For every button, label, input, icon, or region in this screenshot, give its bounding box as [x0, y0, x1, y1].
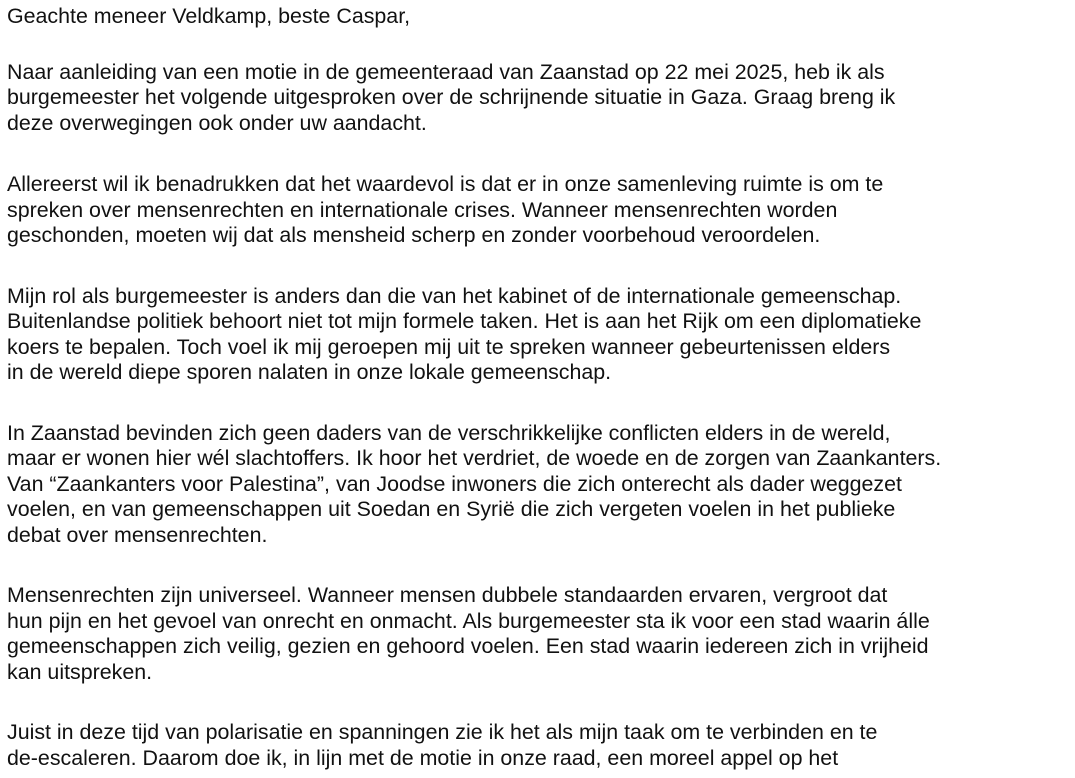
paragraph-line: de-escaleren. Daarom doe ik, in lijn met de motie in onze raad, een moreel appel op het: [7, 746, 839, 770]
paragraph-line: Buitenlandse politiek behoort niet tot mijn formele taken. Het is aan het Rijk om een diplomatieke: [7, 309, 922, 333]
paragraph-line: gemeenschappen zich veilig, gezien en gehoord voelen. Een stad waarin iedereen zich in vrijheid: [7, 634, 929, 658]
paragraph-line: spreken over mensenrechten en internationale crises. Wanneer mensenrechten worden: [7, 198, 838, 222]
paragraph-line: koers te bepalen. Toch voel ik mij geroepen mij uit te spreken wanneer gebeurtenissen elders: [7, 335, 891, 359]
paragraph-line: deze overwegingen ook onder uw aandacht.: [7, 111, 427, 135]
paragraph-line: Allereerst wil ik benadrukken dat het waardevol is dat er in onze samenleving ruimte is om te: [7, 172, 884, 196]
paragraph-line: burgemeester het volgende uitgesproken over de schrijnende situatie in Gaza. Graag breng ik: [7, 85, 896, 109]
paragraph-line: kan uitspreken.: [7, 660, 153, 684]
paragraph-line: maar er wonen hier wél slachtoffers. Ik hoor het verdriet, de woede en de zorgen van Zaankanters.: [7, 446, 942, 470]
paragraph-line: Juist in deze tijd van polarisatie en spanningen zie ik het als mijn taak om te verbinden en te: [7, 720, 878, 744]
paragraph-line: voelen, en van gemeenschappen uit Soedan en Syrië die zich vergeten voelen in het publieke: [7, 497, 896, 521]
paragraph-line: Naar aanleiding van een motie in de gemeenteraad van Zaanstad op 22 mei 2025, heb ik als: [7, 60, 885, 84]
paragraph-line: hun pijn en het gevoel van onrecht en onmacht. Als burgemeester sta ik voor een stad waarin álle: [7, 609, 930, 633]
paragraph-line: debat over mensenrechten.: [7, 523, 268, 547]
paragraph-line: Mensenrechten zijn universeel. Wanneer mensen dubbele standaarden ervaren, vergroot dat: [7, 583, 888, 607]
paragraph-line: in de wereld diepe sporen nalaten in onze lokale gemeenschap.: [7, 360, 612, 384]
paragraph-line: Van “Zaankanters voor Palestina”, van Joodse inwoners die zich onterecht als dader weggezet: [7, 472, 902, 496]
paragraph-line: geschonden, moeten wij dat als mensheid scherp en zonder voorbehoud veroordelen.: [7, 223, 821, 247]
paragraph-line: In Zaanstad bevinden zich geen daders van de verschrikkelijke conflicten elders in de wereld,: [7, 421, 891, 445]
salutation: Geachte meneer Veldkamp, beste Caspar,: [7, 4, 411, 28]
paragraph-line: Mijn rol als burgemeester is anders dan die van het kabinet of de internationale gemeenschap.: [7, 284, 902, 308]
